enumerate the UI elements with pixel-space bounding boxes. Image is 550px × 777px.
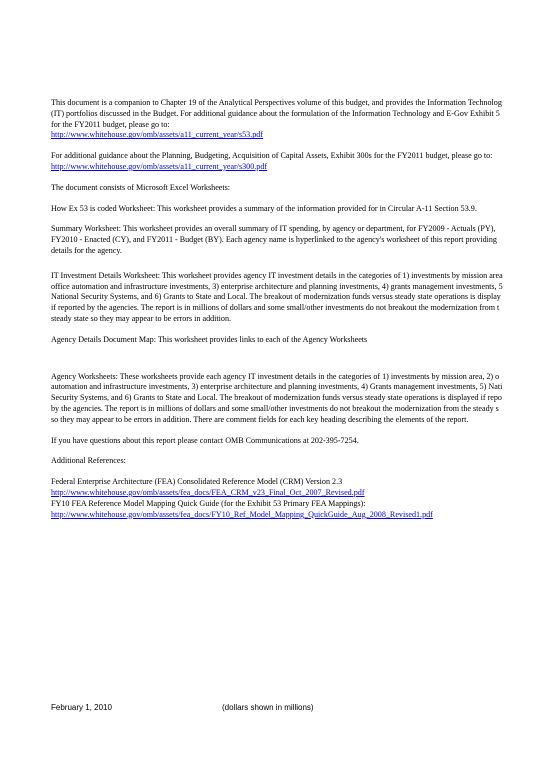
summary-line-1: Summary Worksheet: This worksheet provides an overall summary of IT spending, by agency or department, for FY2009 - Actuals (PY), xyxy=(51,224,496,234)
intro-line-2: (IT) portfolios discussed in the Budget. For additional guidance about the formulation of the Information Technology and E-Gov Exhibit 5 xyxy=(51,108,500,118)
it-details-line-3: National Security Systems, and 6) Grants to State and Local. The breakout of modernization funds versus steady state operations is display xyxy=(51,292,501,302)
s53-link[interactable]: http://www.whitehouse.gov/omb/assets/a11_current_year/s53.pdf xyxy=(51,130,264,140)
it-details-line-2: office automation and infrastructure investments, 3) enterprise architecture and planning investments, 4) grants management investments, 5 xyxy=(51,281,503,291)
contact-text: If you have questions about this report please contact OMB Communications at 202-395-7254. xyxy=(51,435,359,445)
document-map-text: Agency Details Document Map: This worksheet provides links to each of the Agency Worksheets xyxy=(51,334,368,344)
it-details-line-4: if reported by the agencies. The report is in millions of dollars and some small/other investments do not breakout the modernization from t xyxy=(51,303,500,313)
ex53-worksheet-text: How Ex 53 is coded Worksheet: This worksheet provides a summary of the information provided for in Circular A-11 Section 53.9. xyxy=(51,203,477,213)
agency-line-1: Agency Worksheets: These worksheets provide each agency IT investment details in the categories of 1) investments by mission area, 2) o xyxy=(51,371,500,381)
intro-line-1: This document is a companion to Chapter 19 of the Analytical Perspectives volume of this budget, and provides the Information Technolog xyxy=(51,98,502,107)
it-details-line-5: steady state so they may appear to be errors in addition. xyxy=(51,313,232,323)
agency-line-5: so they may appear to be errors in addition. There are comment fields for each key heading describing the elements of the report. xyxy=(51,414,469,424)
footer-date: February 1, 2010 xyxy=(51,703,112,712)
consists-text: The document consists of Microsoft Excel Worksheets: xyxy=(51,182,231,192)
additional-references-heading: Additional References: xyxy=(51,456,126,466)
s300-link[interactable]: http://www.whitehouse.gov/omb/assets/a11_current_year/s300.pdf xyxy=(51,161,268,171)
footer-units-note: (dollars shown in millions) xyxy=(222,703,314,712)
fy10-guide-link[interactable]: http://www.whitehouse.gov/omb/assets/fea_docs/FY10_Ref_Model_Mapping_QuickGuide_Aug_2008_Revised1.pdf xyxy=(51,509,433,519)
fea-crm-link[interactable]: http://www.whitehouse.gov/omb/assets/fea_docs/FEA_CRM_v23_Final_Oct_2007_Revised.pdf xyxy=(51,487,365,497)
summary-line-2: FY2010 - Enacted (CY), and FY2011 - Budget (BY). Each agency name is hyperlinked to the agency's worksheet of this report providing xyxy=(51,235,497,245)
document-body xyxy=(51,98,550,520)
it-details-line-1: IT Investment Details Worksheet: This worksheet provides agency IT investment details in the categories of 1) investments by mission area xyxy=(51,270,503,280)
fea-crm-title: Federal Enterprise Architecture (FEA) Consolidated Reference Model (CRM) Version 2.3 xyxy=(51,477,343,487)
agency-line-2: automation and infrastructure investments, 3) enterprise architecture and planning investments, 4) Grants management investments, 5) Nati xyxy=(51,382,503,392)
summary-line-3: details for the agency. xyxy=(51,245,122,255)
intro-line-3: for the FY2011 budget, please go to: xyxy=(51,119,170,129)
fy10-guide-title: FY10 FEA Reference Model Mapping Quick Guide (for the Exhibit 53 Primary FEA Mappings): xyxy=(51,498,366,508)
agency-line-3: Security Systems, and 6) Grants to State and Local. The breakout of modernization funds versus steady state operations is displayed if repo xyxy=(51,393,502,403)
agency-line-4: by the agencies. The report is in millions of dollars and some small/other investments do not breakout the modernization from the steady s xyxy=(51,403,499,413)
capital-guidance-text: For additional guidance about the Planning, Budgeting, Acquisition of Capital Assets, Exhibit 300s for the FY2011 budget, please go to: xyxy=(51,151,493,161)
